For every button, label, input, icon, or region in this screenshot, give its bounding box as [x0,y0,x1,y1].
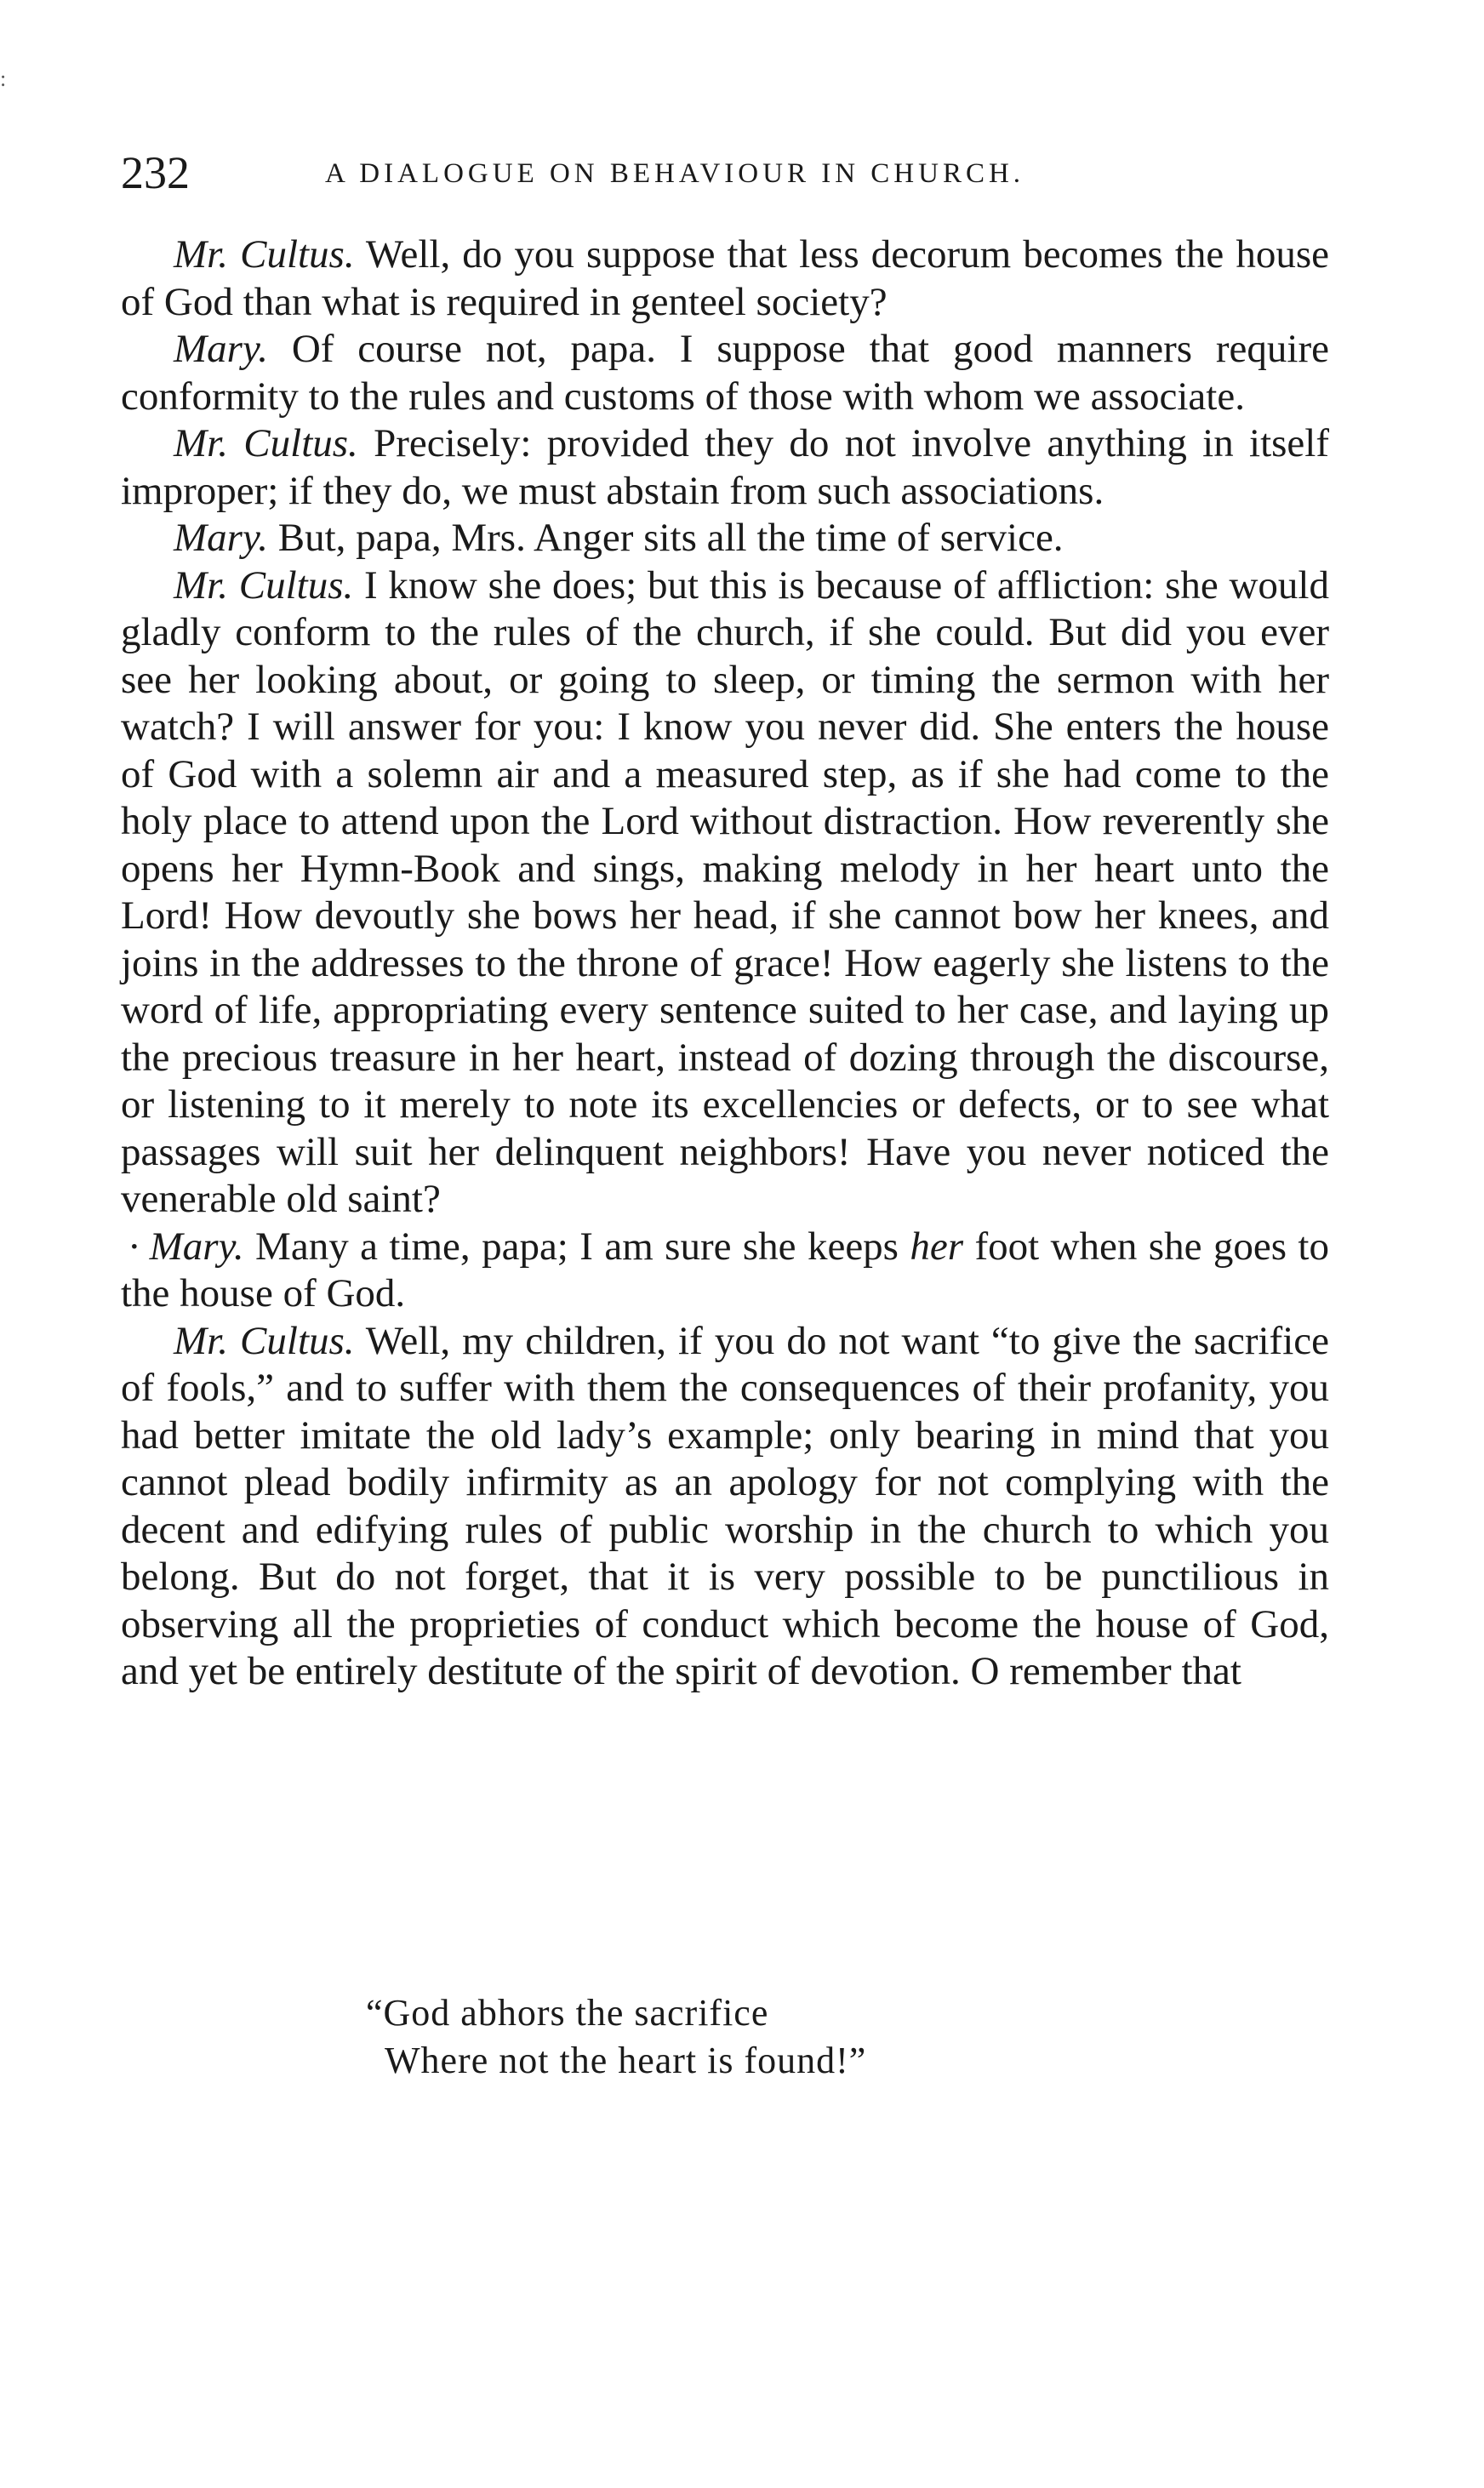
emphasis-text: her [910,1224,964,1269]
margin-mark: : [0,66,7,91]
body-text [121,231,1329,1696]
dialogue-paragraph [121,326,1329,420]
dialogue-paragraph [121,420,1329,515]
paragraph-text: Many a time, papa; I am sure she keeps [243,1224,910,1269]
speaker-name: Mr. Cultus. [174,232,355,277]
dialogue-paragraph [121,1224,1329,1318]
dialogue-paragraph [121,1318,1329,1696]
speaker-name: Mr. Cultus. [174,421,358,465]
dialogue-paragraph [121,231,1329,326]
speaker-name: Mary. [174,327,268,371]
paragraph-text: Precisely: provided they do not involve anything in itself improper; if they do, we must abstain from such associations. [121,421,1329,513]
page-number: 232 [121,147,190,198]
paragraph-text: Well, my children, if you do not want “to give the sacrifice of fools,” and to suffer with them the consequences of their profanity, you had better imitate the old lady’s example; only bearing in mind that you cannot plead bodily infirmity as an apology for not complying with the decent and edifying rules of public worship in the church to which you belong. But do not forget, that it is very possible to be punctilious in observing all the proprieties of conduct which become the house of God, and yet be entirely destitute of the spirit of devotion. O remember that [121,1318,1329,1693]
bullet-mark: · [128,1224,141,1269]
speaker-name: Mary. [174,516,268,560]
running-title: A DIALOGUE ON BEHAVIOUR IN CHURCH. [325,158,1025,189]
speaker-name: Mary. [149,1224,244,1269]
speaker-name: Mr. Cultus. [174,562,354,608]
paragraph-text: Of course not, papa. I suppose that good manners require conformity to the rules and customs of those with whom we associate. [121,327,1329,419]
paragraph-text: But, papa, Mrs. Anger sits all the time of service. [267,516,1064,560]
verse-line: “God abhors the sacrifice [366,1992,769,2034]
dialogue-paragraph [121,562,1329,1224]
dialogue-paragraph [121,515,1329,562]
verse-quotation [366,1989,866,2085]
paragraph-text: foot when she goes to the house of God. [121,1224,1329,1315]
speaker-name: Mr. Cultus. [174,1318,355,1363]
running-head [121,143,1329,203]
paragraph-text: Well, do you suppose that less decorum becomes the house of God than what is required in genteel society? [121,232,1330,324]
verse-line: Where not the heart is found!” [385,2040,867,2081]
paragraph-text: I know she does; but this is because of affliction: she would gladly conform to the rules of the church, if she could. But did you ever see her looking about, or going to sleep, or timing the sermon with her watch? I will answer for you: I know you never did. She enters the house of God with a solemn air and a measured step, as if she had come to the holy place to attend upon the Lord without distraction. How reverently she opens her Hymn-Book and sings, making melody in her heart unto the Lord! How devoutly she bows her head, if she cannot bow her knees, and joins in the addresses to the throne of grace! How eagerly she listens to the word of life, appropriating every sentence suited to her case, and laying up the precious treasure in her heart, instead of dozing through the discourse, or listening to it merely to note its excellencies or defects, or to see what passages will suit her delinquent neighbors! Have you never noticed the venerable old saint? [121,562,1329,1221]
